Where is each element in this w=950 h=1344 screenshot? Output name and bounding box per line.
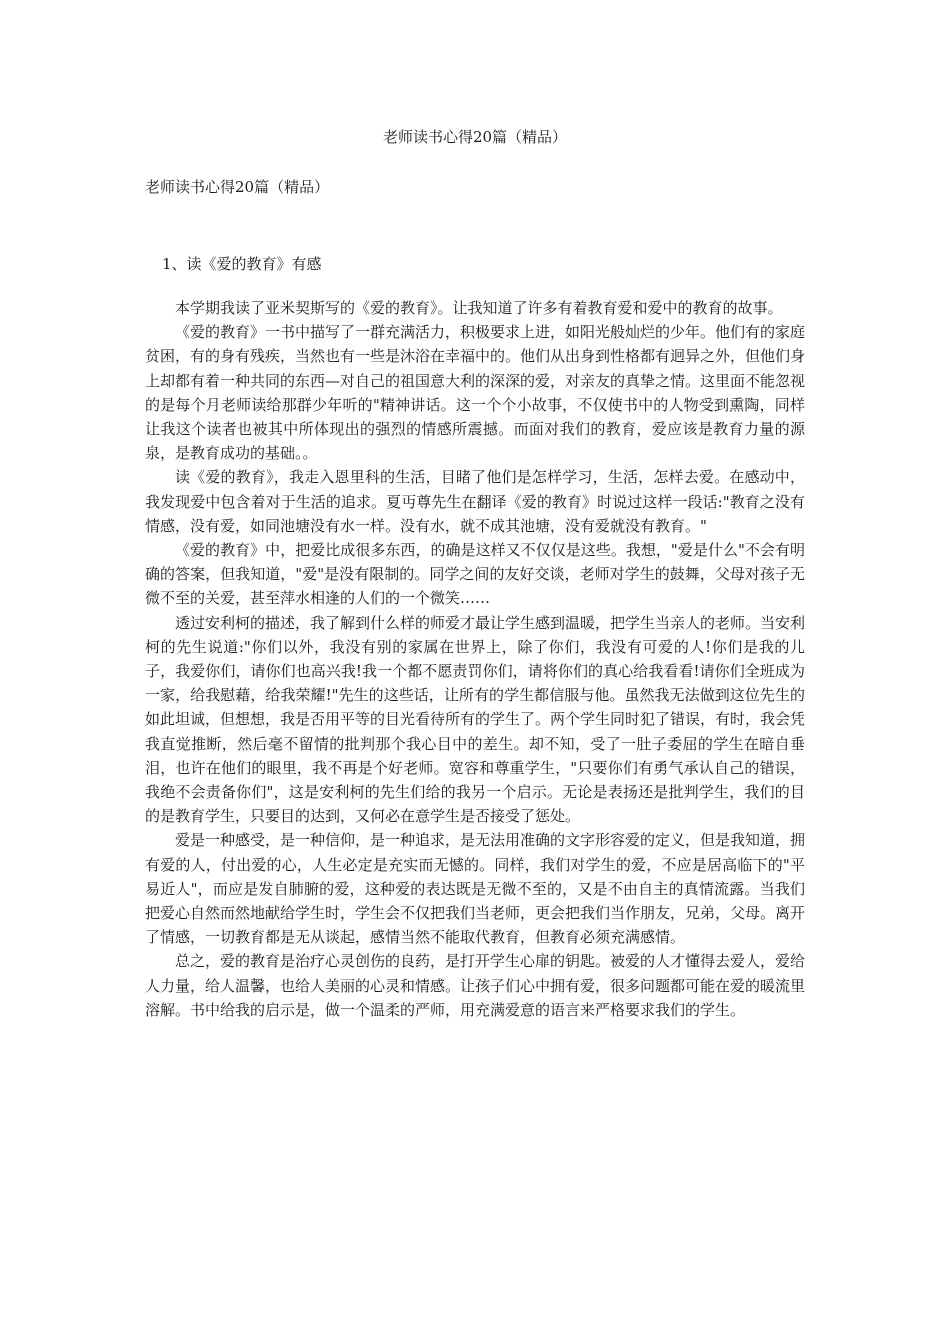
paragraph: 《爱的教育》一书中描写了一群充满活力，积极要求上进，如阳光般灿烂的少年。他们有的家庭贫困，有的身有残疾，当然也有一些是沐浴在幸福中的。他们从出身到性格都有迥异之外，但他们身上却都有着一种共同的东西—对自己的祖国意大利的深深的爱，对亲友的真挚之情。这里面不能忽视的是每个月老师读给那群少年听的"精神讲话。这一个个小故事，不仅使书中的人物受到熏陶，同样让我这个读者也被其中所体现出的强烈的情感所震撼。而面对我们的教育，爱应该是教育力量的源泉，是教育成功的基础。。 xyxy=(145,323,806,463)
paragraph: 透过安利柯的描述，我了解到什么样的师爱才最让学生感到温暖，把学生当亲人的老师。当安利柯的先生说道:"你们以外，我没有别的家属在世界上，除了你们，我没有可爱的人!你们是我的儿子，我爱你们，请你们也高兴我!我一个都不愿责罚你们，请将你们的真心给我看看!请你们全班成为一家，给我慰藉，给我荣耀!"先生的这些话，让所有的学生都信服与他。虽然我无法做到这位先生的如此坦诚，但想想，我是否用平等的目光看待所有的学生了。两个学生同时犯了错误，有时，我会凭我直觉推断，然后毫不留情的批判那个我心目中的差生。却不知，受了一肚子委屈的学生在暗自垂泪，也许在他们的眼里，我不再是个好老师。宽容和尊重学生，"只要你们有勇气承认自己的错误，我绝不会责备你们"，这是安利柯的先生们给的我另一个启示。无论是表扬还是批判学生，我们的目的是教育学生，只要目的达到，又何必在意学生是否接受了惩处。 xyxy=(145,613,806,826)
document-subtitle: 老师读书心得20篇（精品） xyxy=(145,178,330,196)
paragraph: 《爱的教育》中，把爱比成很多东西，的确是这样又不仅仅是这些。我想，"爱是什么"不会有明确的答案，但我知道，"爱"是没有限制的。同学之间的友好交谈，老师对学生的鼓舞，父母对孩子无微不至的关爱，甚至萍水相逢的人们的一个微笑…… xyxy=(145,541,805,608)
section-heading: 1、读《爱的教育》有感 xyxy=(162,255,322,273)
paragraph: 读《爱的教育》，我走入恩里科的生活，目睹了他们是怎样学习，生活，怎样去爱。在感动中，我发现爱中包含着对于生活的追求。夏丏尊先生在翻译《爱的教育》时说过这样一段话:"教育之没有情感，没有爱，如同池塘没有水一样。没有水，就不成其池塘，没有爱就没有教育。" xyxy=(145,468,805,535)
document-title: 老师读书心得20篇（精品） xyxy=(382,128,568,146)
document-body xyxy=(145,296,805,1022)
paragraph: 爱是一种感受，是一种信仰，是一种追求，是无法用准确的文字形容爱的定义，但是我知道，拥有爱的人，付出爱的心，人生必定是充实而无憾的。同样，我们对学生的爱，不应是居高临下的"平易近人"，而应是发自肺腑的爱，这种爱的表达既是无微不至的，又是不由自主的真情流露。当我们把爱心自然而然地献给学生时，学生会不仅把我们当老师，更会把我们当作朋友，兄弟，父母。离开了情感，一切教育都是无从谈起，感情当然不能取代教育，但教育必须充满感情。 xyxy=(145,831,806,947)
paragraph: 本学期我读了亚米契斯写的《爱的教育》。让我知道了许多有着教育爱和爱中的教育的故事。 xyxy=(175,299,783,317)
paragraph: 总之，爱的教育是治疗心灵创伤的良药，是打开学生心扉的钥匙。被爱的人才懂得去爱人，爱给人力量，给人温馨，也给人美丽的心灵和情感。让孩子们心中拥有爱，很多问题都可能在爱的暖流里溶解。书中给我的启示是，做一个温柔的严师，用充满爱意的语言来严格要求我们的学生。 xyxy=(145,952,806,1019)
